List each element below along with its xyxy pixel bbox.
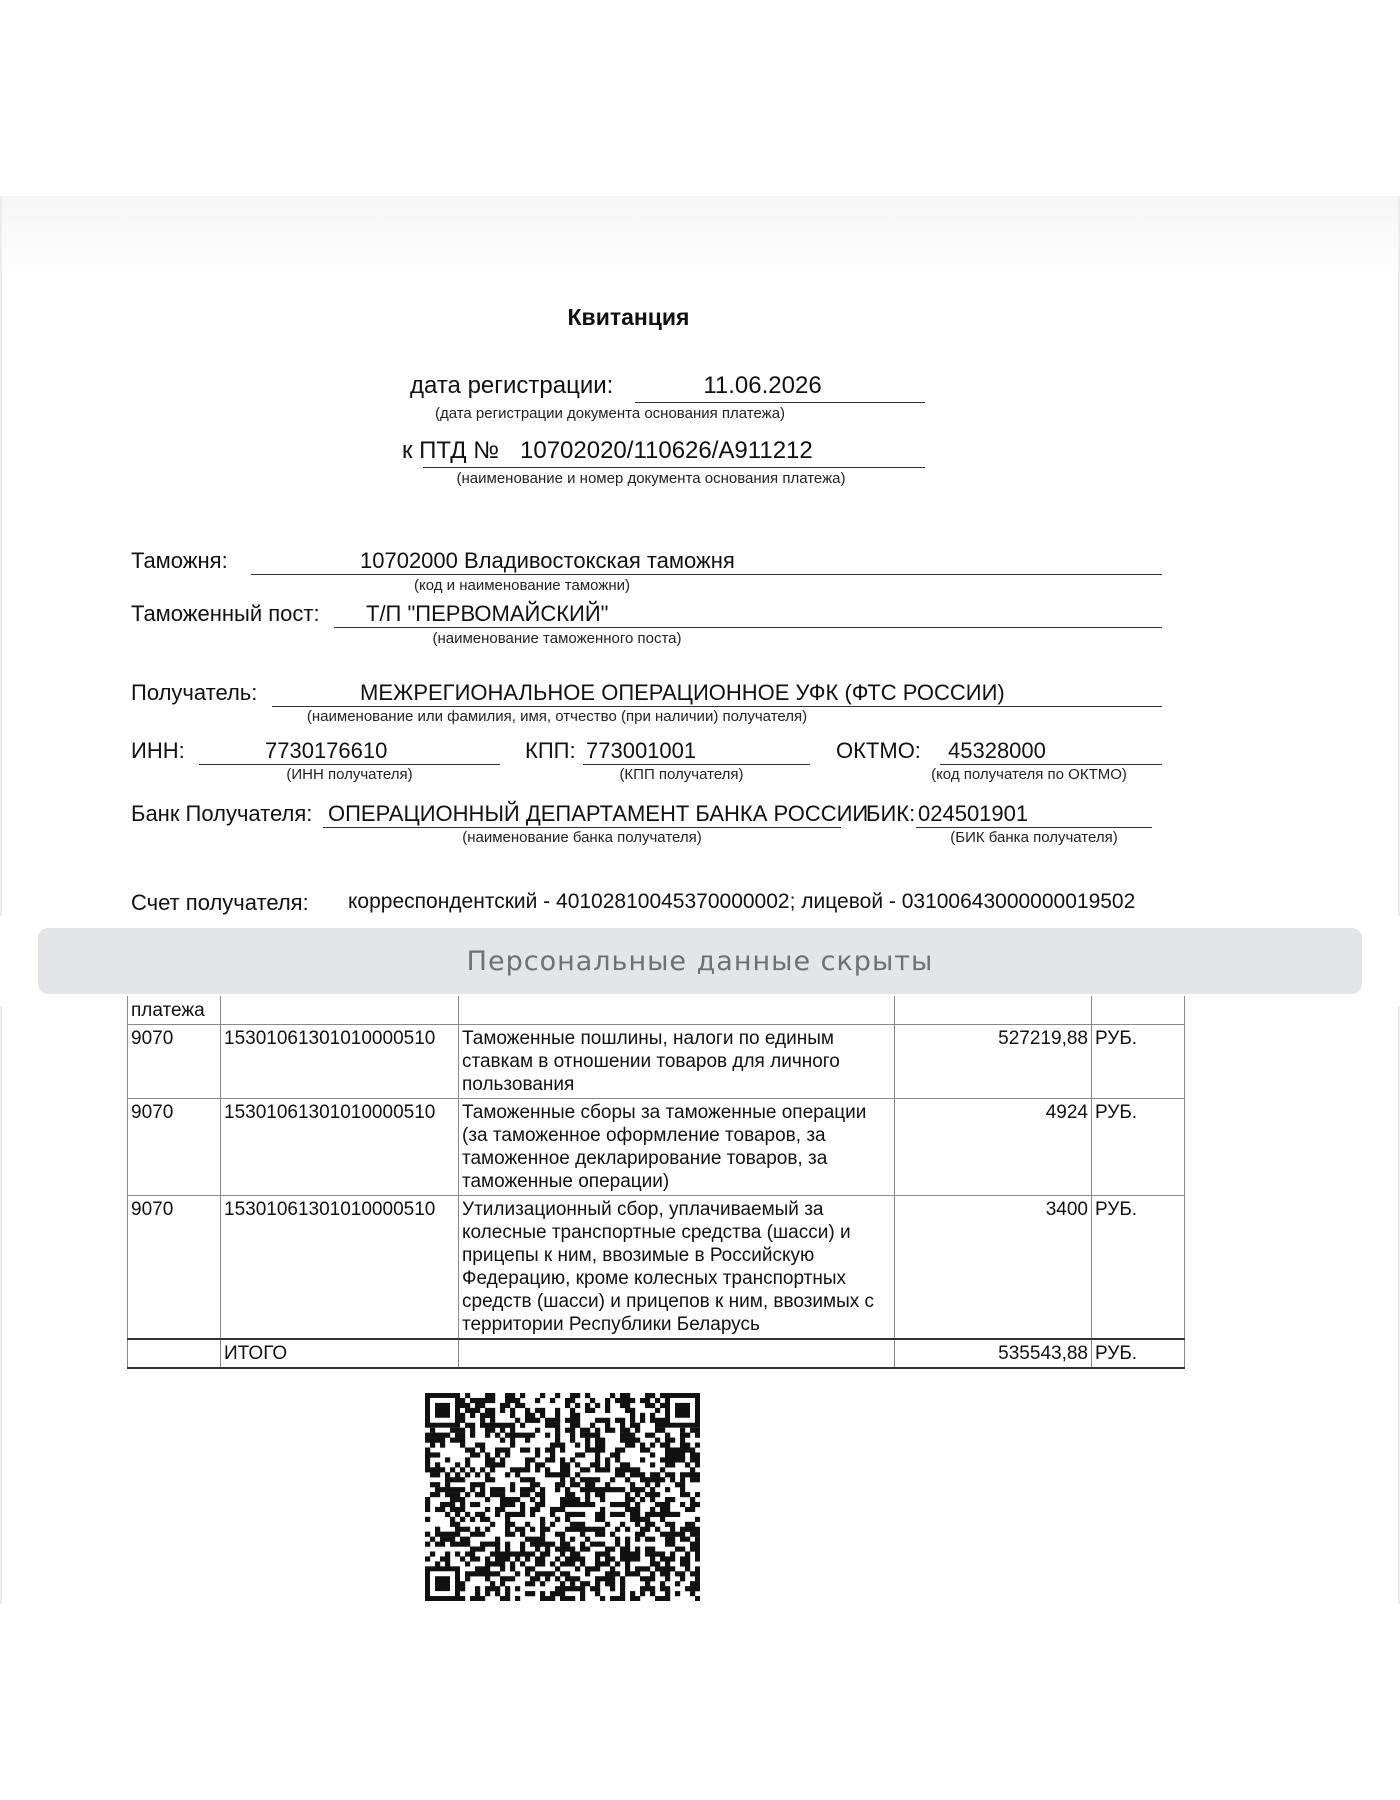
row-amount: 3400 [895, 1196, 1092, 1340]
privacy-notice [38, 928, 1362, 994]
row-code: 9070 [128, 1025, 221, 1099]
bik-caption: (БИК банка получателя) [950, 829, 1118, 846]
total-currency: РУБ. [1092, 1339, 1185, 1368]
customs-underline [251, 574, 1162, 575]
row-currency: РУБ. [1092, 1196, 1185, 1340]
table-total-row [128, 1339, 1185, 1368]
row-kbk: 15301061301010000510 [221, 1196, 459, 1340]
total-empty-cell [128, 1339, 221, 1368]
recipient-caption: (наименование или фамилия, имя, отчество (при наличии) получателя) [306, 708, 808, 725]
kpp-value: 773001001 [586, 738, 697, 763]
table-row [128, 1196, 1185, 1340]
bik-label: БИК: [866, 801, 916, 826]
total-empty-description [459, 1339, 895, 1368]
document-title: Квитанция [567, 304, 690, 330]
customs-post-value: Т/П "ПЕРВОМАЙСКИЙ" [366, 601, 609, 626]
bank-value: ОПЕРАЦИОННЫЙ ДЕПАРТАМЕНТ БАНКА РОССИИ [328, 801, 869, 826]
registration-caption: (дата регистрации документа основания платежа) [434, 405, 786, 422]
total-amount: 535543,88 [895, 1339, 1092, 1368]
qr-code-icon [425, 1393, 700, 1601]
customs-post-caption: (наименование таможенного поста) [432, 630, 682, 647]
row-code: 9070 [128, 1099, 221, 1196]
ptd-caption: (наименование и номер документа основания платежа) [456, 470, 846, 487]
header-cell-description [459, 996, 895, 1025]
account-value: корреспондентский - 40102810045370000002; лицевой - 03100643000000019502 [348, 890, 1136, 913]
row-description: Таможенные пошлины, налоги по единым ставкам в отношении товаров для личного пользования [459, 1025, 895, 1099]
row-amount: 4924 [895, 1099, 1092, 1196]
bik-underline [916, 827, 1152, 828]
header-cell-currency [1092, 996, 1185, 1025]
row-code: 9070 [128, 1196, 221, 1340]
inn-label: ИНН: [131, 738, 185, 763]
kpp-label: КПП: [525, 738, 576, 763]
registration-underline [635, 402, 925, 403]
header-cell-kbk [221, 996, 459, 1025]
row-kbk: 15301061301010000510 [221, 1025, 459, 1099]
kpp-caption: (КПП получателя) [619, 766, 744, 783]
oktmo-label: ОКТМО: [836, 738, 921, 763]
row-currency: РУБ. [1092, 1099, 1185, 1196]
header-cell-code [128, 996, 221, 1025]
oktmo-value: 45328000 [948, 738, 1046, 763]
registration-label: дата регистрации: [410, 372, 614, 399]
bank-underline [323, 827, 841, 828]
kpp-underline [583, 764, 810, 765]
row-description: Таможенные сборы за таможенные операции (за таможенное оформление товаров, за таможенное декларирование товаров, за таможенные операции) [459, 1099, 895, 1196]
header-fragment-text: платежа [131, 1000, 205, 1021]
page-top-shadow [0, 196, 1400, 286]
row-currency: РУБ. [1092, 1025, 1185, 1099]
inn-value: 7730176610 [265, 738, 388, 763]
payments-table [127, 996, 1185, 1369]
privacy-notice-text: Персональные данные скрыты [466, 945, 934, 977]
account-label: Счет получателя: [131, 890, 309, 915]
table-header-fragment-row [128, 996, 1185, 1025]
registration-date: 11.06.2026 [703, 372, 822, 399]
customs-value: 10702000 Владивостокская таможня [360, 548, 735, 573]
bank-label: Банк Получателя: [131, 801, 313, 826]
row-amount: 527219,88 [895, 1025, 1092, 1099]
recipient-label: Получатель: [131, 680, 258, 705]
table-row [128, 1099, 1185, 1196]
recipient-value: МЕЖРЕГИОНАЛЬНОЕ ОПЕРАЦИОННОЕ УФК (ФТС РОССИИ) [360, 680, 1005, 705]
header-cell-amount [895, 996, 1092, 1025]
bank-caption: (наименование банка получателя) [462, 829, 702, 846]
total-label: ИТОГО [221, 1339, 459, 1368]
customs-post-underline [334, 627, 1162, 628]
recipient-underline [272, 706, 1162, 707]
table-row [128, 1025, 1185, 1099]
row-kbk: 15301061301010000510 [221, 1099, 459, 1196]
row-description: Утилизационный сбор, уплачиваемый за колесные транспортные средства (шасси) и прицепы к ним, ввозимые в Российскую Федерацию, кроме колесных транспортных средств (шасси) и прицепов к ним, ввозимых с территории Республики Беларусь [459, 1196, 895, 1340]
ptd-underline [423, 467, 925, 468]
inn-caption: (ИНН получателя) [286, 766, 413, 783]
customs-label: Таможня: [131, 548, 228, 573]
inn-underline [199, 764, 500, 765]
oktmo-caption: (код получателя по ОКТМО) [931, 766, 1127, 783]
customs-caption: (код и наименование таможни) [413, 577, 631, 594]
ptd-number: 10702020/110626/А911212 [520, 437, 813, 464]
ptd-label: к ПТД № [402, 437, 499, 464]
bik-value: 024501901 [918, 801, 1029, 826]
oktmo-underline [940, 764, 1162, 765]
customs-post-label: Таможенный пост: [131, 601, 320, 626]
